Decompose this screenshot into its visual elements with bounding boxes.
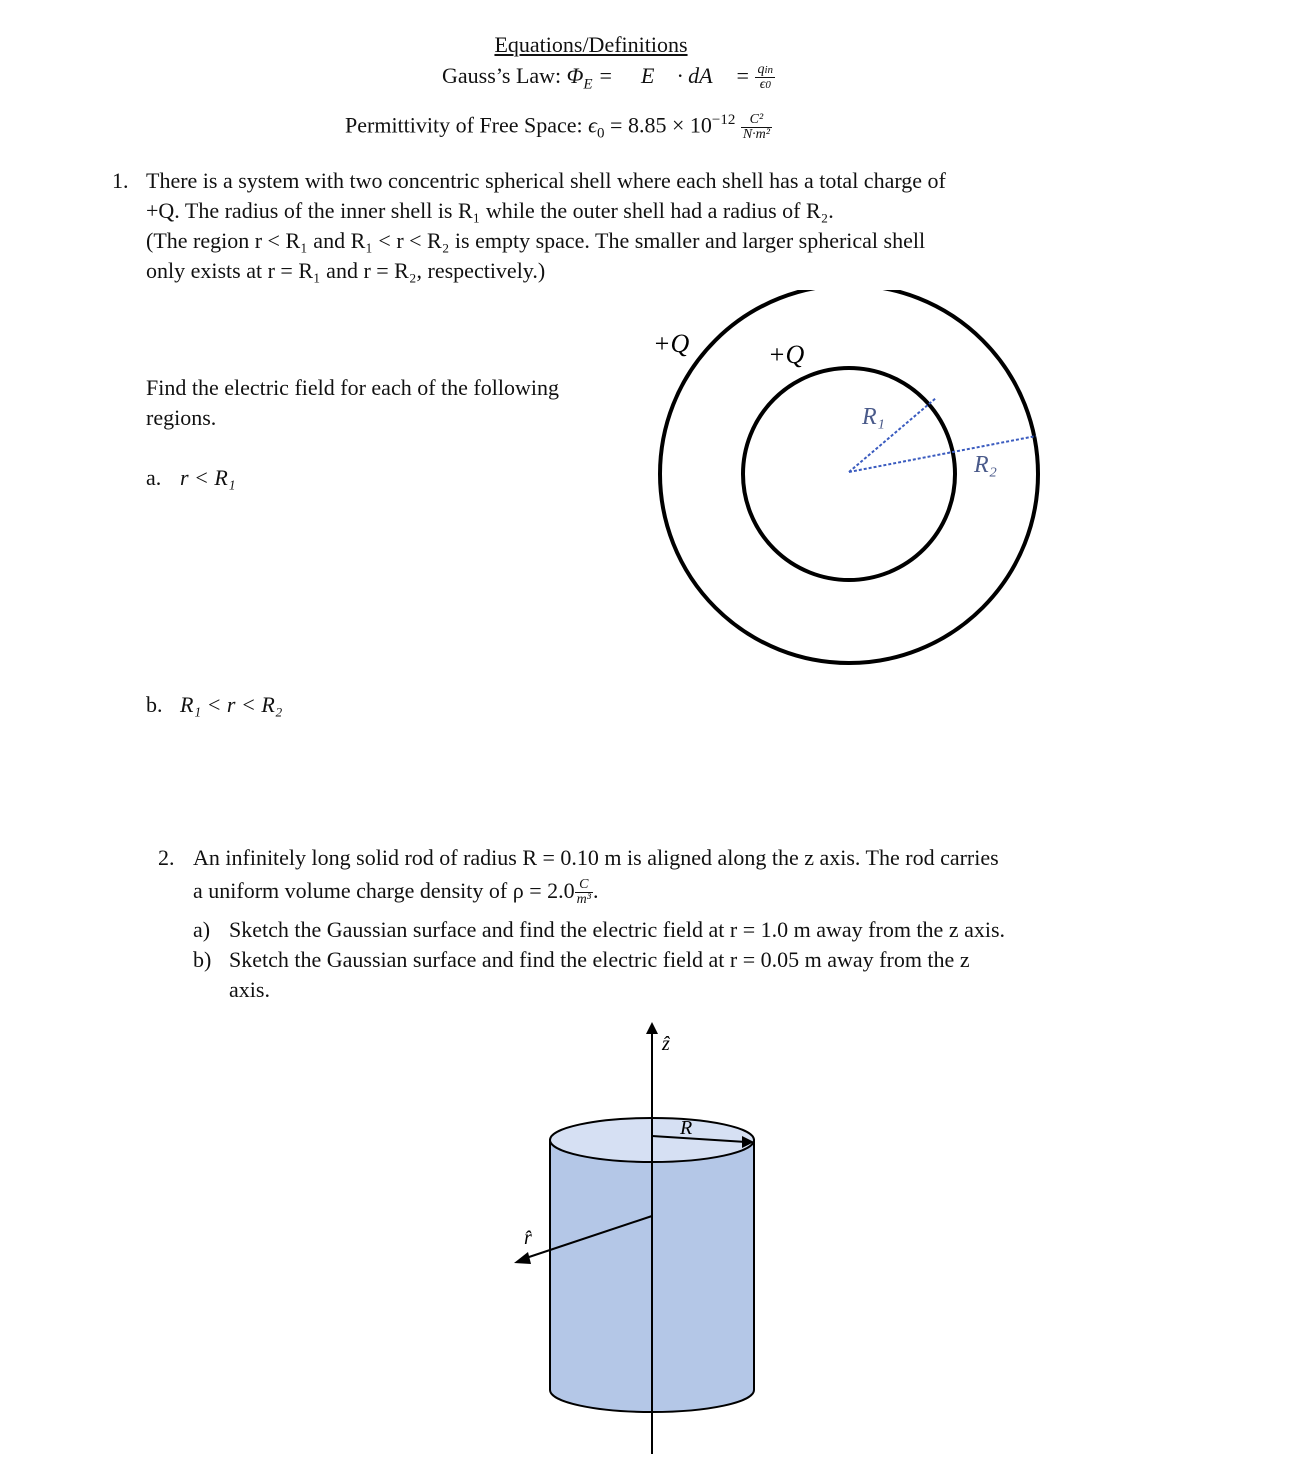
gauss-integral: = ∮ E⃗ · dA⃗ =: [592, 63, 756, 88]
problem2-part-b-line2: axis.: [229, 977, 270, 1002]
problem2-number: 2.: [158, 845, 175, 870]
part-a-label: a.: [146, 465, 162, 490]
flux-symbol: Φ: [566, 63, 584, 88]
part-b-label: b.: [146, 692, 163, 717]
problem2-part-a-label: a): [193, 917, 211, 942]
inner-shell: [743, 368, 955, 580]
permittivity-unit: [741, 113, 772, 142]
permittivity-value: = 8.85 × 10: [604, 112, 712, 138]
r-hat-arrowhead: [514, 1252, 531, 1264]
r2-label: R₂: [974, 452, 998, 478]
r2-radius-line: [849, 436, 1036, 472]
equations-title: [0, 32, 1182, 58]
concentric-shells-diagram: [640, 290, 1060, 680]
problem2-line2-text: a uniform volume charge density of ρ = 2.0: [193, 878, 575, 903]
flux-subscript: E: [583, 76, 593, 93]
problem1-prompt-line1: Find the electric field for each of the following: [146, 375, 559, 400]
problem2-part-a: Sketch the Gaussian surface and find the electric field at r = 1.0 m away from the z axis.: [229, 917, 1006, 942]
density-denominator: m³: [576, 892, 591, 908]
problem2-line2: [193, 878, 598, 907]
epsilon-symbol: ϵ: [588, 112, 598, 138]
problem1-line4: only exists at r = R₁ and r = R₂, respectively.): [146, 258, 546, 283]
charge-density-unit: [575, 878, 593, 907]
z-axis-arrowhead: [646, 1022, 658, 1034]
outer-charge-label: +Q: [653, 329, 690, 358]
permittivity-label: Permittivity of Free Space:: [345, 112, 583, 138]
problem1-line3: (The region r < R₁ and R₁ < r < R₂ is empty space. The smaller and larger spherical shell: [146, 228, 926, 253]
gauss-denominator: ϵ: [759, 77, 766, 93]
cylinder-rod-diagram: [500, 1018, 780, 1458]
r1-label: R₁: [862, 404, 886, 430]
gauss-fraction: [755, 63, 775, 92]
inner-charge-label: +Q: [768, 340, 805, 369]
problem1-line2: +Q. The radius of the inner shell is R₁ while the outer shell had a radius of R₂.: [146, 198, 834, 223]
radius-label: R: [680, 1117, 693, 1139]
problem1-line1: There is a system with two concentric spherical shell where each shell has a total charge of: [146, 168, 946, 193]
problem2-line2-period: .: [592, 878, 599, 903]
problem1-number: 1.: [112, 168, 129, 193]
r-hat-label: r̂: [524, 1227, 532, 1249]
equations-title-text: Equations/Definitions: [494, 32, 688, 57]
density-numerator: C: [575, 878, 593, 893]
problem2-part-b-line1: Sketch the Gaussian surface and find the electric field at r = 0.05 m away from the z: [229, 947, 970, 972]
problem2-part-b-label: b): [193, 947, 212, 972]
gauss-numerator: q: [757, 62, 765, 78]
part-a-condition: r < R₁: [180, 465, 236, 490]
permittivity-exponent: −12: [711, 112, 736, 128]
epsilon-subscript: 0: [597, 125, 605, 142]
gauss-law-label: Gauss’s Law:: [442, 63, 562, 88]
part-b-condition: R₁ < r < R₂: [180, 692, 283, 717]
gauss-law-line: [442, 63, 775, 93]
gauss-numerator-sub: in: [764, 64, 774, 77]
problem2-line1: An infinitely long solid rod of radius R = 0.10 m is aligned along the z axis. The rod carries: [193, 845, 999, 870]
problem1-prompt-line2: regions.: [146, 405, 217, 430]
gauss-denominator-sub: 0: [765, 79, 771, 92]
unit-numerator: C²: [741, 113, 772, 128]
permittivity-line: [345, 112, 772, 143]
z-hat-label: ẑ: [662, 1033, 670, 1055]
unit-denominator: N·m²: [742, 126, 770, 142]
